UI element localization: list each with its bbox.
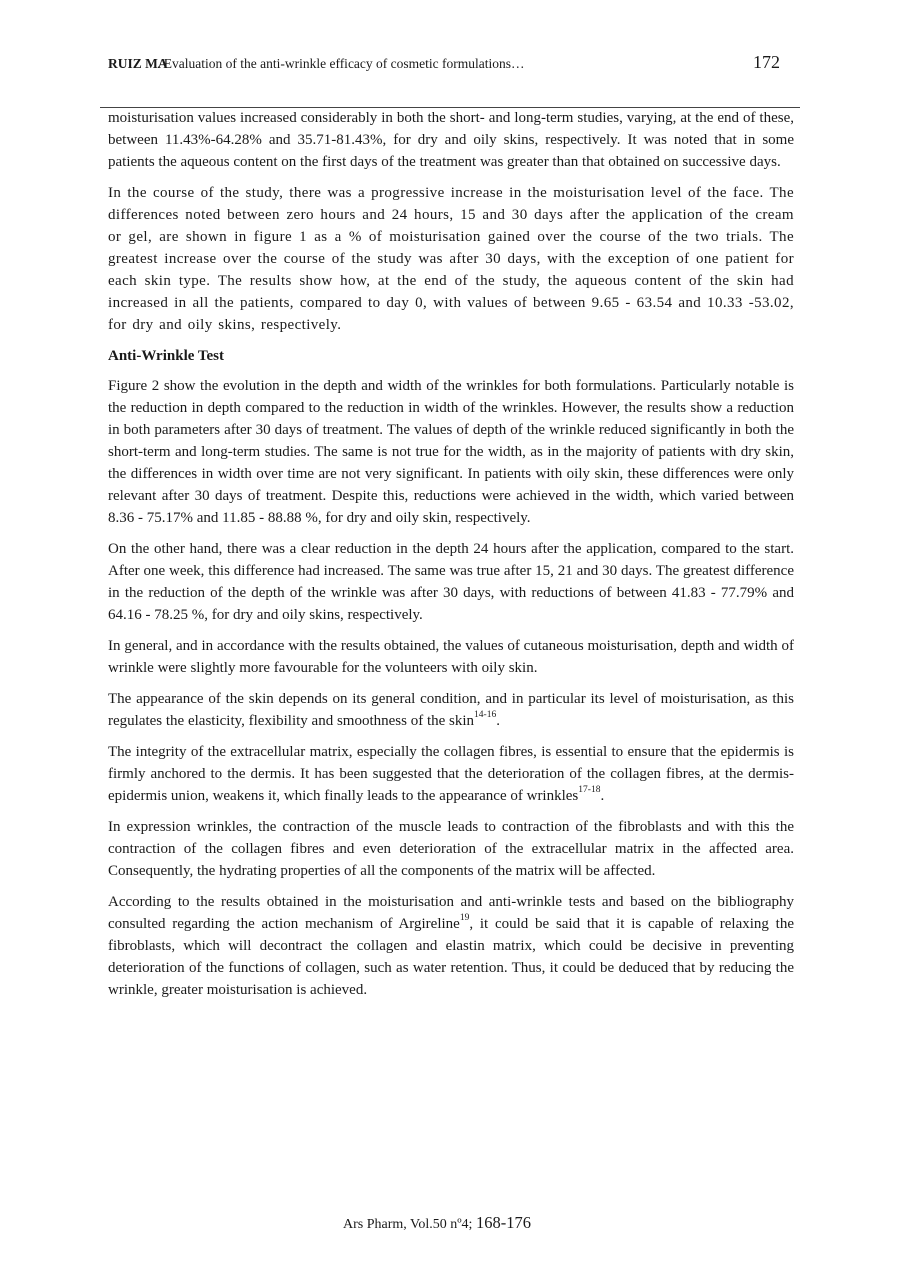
paragraph-expression-wrinkles: In expression wrinkles, the contraction of the muscle leads to contraction of the fibroblasts and with this the contraction of the collagen fibres and even deterioration of the extracellular matrix in the affected area. Consequently, the hydrating properties of all the components of the matrix will be affected.: [108, 819, 794, 879]
paragraph-extracellular-matrix: [108, 741, 794, 807]
paragraph-study-course: In the course of the study, there was a progressive increase in the moisturisation level of the face. The differences noted between zero hours and 24 hours, 15 and 30 days after the application of the cream or gel, are shown in figure 1 as a % of moisturisation gained over the course of the two trials. The greatest increase over the course of the study was after 30 days, with the exception of one patient for each skin type. The results show how, at the end of the study, the aqueous content of the skin had increased in all the patients, compared to day 0, with values of between 9.65 - 63.54 and 10.33 -53.02, for dry and oily skins, respectively.: [108, 185, 794, 333]
paragraph-figure-2: Figure 2 show the evolution in the depth and width of the wrinkles for both formulations. Particularly notable is the reduction in depth compared to the reduction in width of the wrinkles. However, the results show a reduction in both parameters after 30 days of treatment. The values of depth of the wrinkle reduced significantly in both the short-term and long-term studies. The same is not true for the width, as in the majority of patients with dry skin, the differences in width over time are not very significant. In patients with oily skin, these differences were only relevant after 30 days of treatment. Despite this, reductions were achieved in the width, which varied between 8.36 - 75.17% and 11.85 - 88.88 %, for dry and oily skin, respectively.: [108, 378, 794, 526]
paragraph-general-results: In general, and in accordance with the results obtained, the values of cutaneous moisturisation, depth and width of wrinkle were slightly more favourable for the volunteers with oily skin.: [108, 638, 794, 676]
header-article-title: . Evaluation of the anti-wrinkle efficacy of cosmetic formulations…: [157, 56, 525, 71]
paragraph-end: .: [600, 788, 605, 804]
paragraph-depth-reduction: On the other hand, there was a clear reduction in the depth 24 hours after the application, compared to the start. After one week, this difference had increased. The same was true after 15, 21 and 30 days. The greatest difference in the reduction of the depth of the wrinkle was after 30 days, with reductions of between 41.83 - 77.79% and 64.16 - 78.25 %, for dry and oily skins, respectively.: [108, 541, 794, 623]
paragraph-text: According to the results obtained in the moisturisation and anti-wrinkle tests and based on the bibliography consulted regarding the action mechanism of Argireline: [108, 894, 794, 932]
page-footer: [343, 1213, 531, 1233]
footer-volume: 50: [432, 1217, 447, 1232]
section-heading-anti-wrinkle-test: Anti-Wrinkle Test: [108, 348, 224, 364]
reference-superscript: 17-18: [578, 785, 601, 795]
page-number: 172: [753, 52, 780, 72]
reference-superscript: 19: [459, 913, 470, 923]
paragraph-text: The appearance of the skin depends on its general condition, and in particular its level of moisturisation, as this regulates the elasticity, flexibility and smoothness of the skin: [108, 691, 794, 729]
paragraph-end: .: [496, 713, 500, 729]
paragraph-text: The integrity of the extracellular matrix, especially the collagen fibres, is essential to ensure that the epidermis is firmly anchored to the dermis. It has been suggested that the deterioration of the collagen fibres, at the dermis-epidermis union, weakens it, which finally leads to the appearance of wrinkles: [108, 744, 794, 804]
reference-superscript: 14-16: [474, 710, 497, 720]
header-author: RUIZ MA: [108, 56, 168, 71]
paragraph-argireline-conclusion: [108, 891, 794, 1001]
paragraph-rest: , it could be said that it is capable of relaxing the fibroblasts, which will decontract the collagen and elastin matrix, which could be decisive in preventing deterioration of the functions of collagen, such as water retention. Thus, it could be deduced that by reducing the wrinkle, greater moisturisation is achieved.: [108, 916, 795, 998]
running-header: [108, 52, 800, 82]
paragraph-skin-appearance: [108, 688, 794, 732]
footer-journal: Ars Pharm, Vol.: [343, 1217, 433, 1232]
footer-pages: 168-176: [475, 1213, 531, 1232]
article-body: [108, 107, 794, 1010]
paragraph-moisturisation-values: moisturisation values increased considerably in both the short- and long-term studies, varying, at the end of these, between 11.43%-64.28% and 35.71-81.43%, for dry and oily skins, respectively. It was noted that in some patients the aqueous content on the first days of the treatment was greater than that obtained on successive days.: [108, 110, 794, 170]
footer-issue: nº4;: [446, 1217, 476, 1232]
